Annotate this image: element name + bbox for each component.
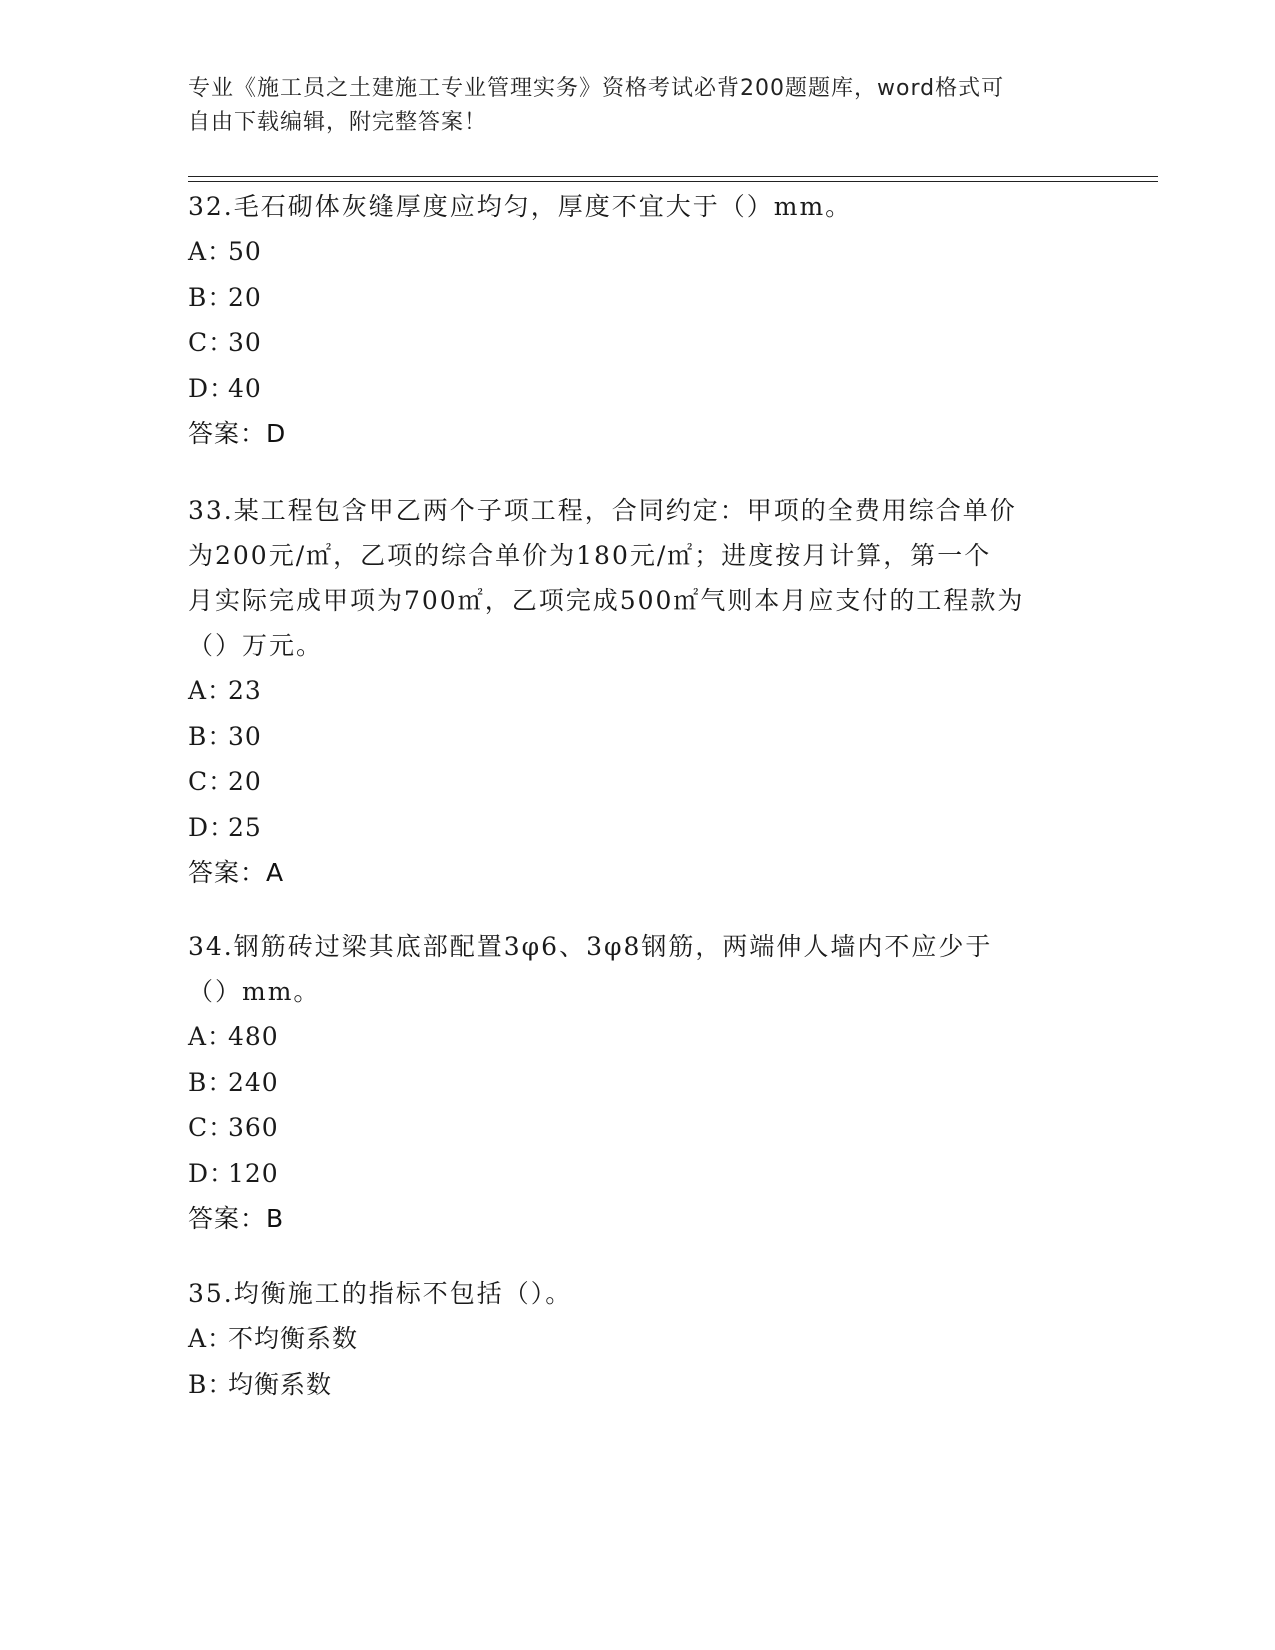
option-label: C： xyxy=(188,328,235,357)
option-text: 20 xyxy=(228,282,262,312)
option-a xyxy=(188,1316,1088,1362)
option-d xyxy=(188,805,1088,851)
option-text: 25 xyxy=(228,812,262,842)
option-label: B： xyxy=(188,1067,234,1097)
option-text: 均衡系数 xyxy=(228,1369,333,1399)
question-33 xyxy=(188,488,1088,895)
question-text-line: 为200元/㎡，乙项的综合单价为180元/㎡；进度按月计算，第一个 xyxy=(188,541,992,570)
option-text: 360 xyxy=(228,1113,279,1142)
option-label: D： xyxy=(188,1158,236,1188)
option-text: 120 xyxy=(228,1158,279,1188)
answer-line: 答案：A xyxy=(188,858,285,887)
question-text-line: 35.均衡施工的指标不包括（）。 xyxy=(188,1279,573,1308)
option-text: 480 xyxy=(228,1022,279,1051)
option-label: A： xyxy=(188,1022,234,1051)
option-c xyxy=(188,759,1088,805)
option-c xyxy=(188,320,1088,366)
option-text: 30 xyxy=(228,721,262,751)
question-32 xyxy=(188,184,1088,456)
option-label: A： xyxy=(188,1324,234,1353)
option-text: 50 xyxy=(228,237,262,266)
option-text: 40 xyxy=(228,373,262,403)
option-text: 20 xyxy=(228,767,262,796)
answer-line: 答案：D xyxy=(188,419,287,448)
option-b xyxy=(188,1060,1088,1106)
question-text-line: 32.毛石砌体灰缝厚度应均匀，厚度不宜大于（）mm。 xyxy=(188,192,853,221)
option-label: A： xyxy=(188,676,234,705)
question-text-line: 34.钢筋砖过梁其底部配置3φ6、3φ8钢筋，两端伸人墙内不应少于 xyxy=(188,932,993,961)
header-line-1: 专业《施工员之土建施工专业管理实务》资格考试必背200题题库，word格式可 xyxy=(188,76,1005,101)
question-text-line: （）万元。 xyxy=(188,631,324,660)
option-label: C： xyxy=(188,767,235,796)
option-text: 240 xyxy=(228,1067,279,1097)
option-text: 不均衡系数 xyxy=(228,1324,359,1353)
option-b xyxy=(188,1362,1088,1408)
option-text: 23 xyxy=(228,676,262,705)
option-label: D： xyxy=(188,373,236,403)
option-label: D： xyxy=(188,812,236,842)
option-d xyxy=(188,1151,1088,1197)
header-line-2: 自由下载编辑，附完整答案！ xyxy=(188,110,488,135)
option-label: B： xyxy=(188,282,234,312)
option-label: B： xyxy=(188,721,234,751)
option-label: A： xyxy=(188,237,234,266)
option-b xyxy=(188,714,1088,760)
option-label: B： xyxy=(188,1369,234,1399)
question-34 xyxy=(188,924,1088,1241)
question-text-line: 33.某工程包含甲乙两个子项工程，合同约定：甲项的全费用综合单价 xyxy=(188,496,1017,525)
option-text: 30 xyxy=(228,328,262,357)
question-text-line: （）mm。 xyxy=(188,977,321,1006)
header-divider-bottom xyxy=(188,181,1158,182)
question-35 xyxy=(188,1271,1088,1407)
option-a xyxy=(188,668,1088,714)
option-a xyxy=(188,1014,1088,1060)
option-d xyxy=(188,366,1088,412)
document-header xyxy=(188,72,1078,140)
option-a xyxy=(188,229,1088,275)
option-b xyxy=(188,275,1088,321)
header-divider-top xyxy=(188,176,1158,177)
answer-line: 答案：B xyxy=(188,1204,285,1233)
option-c xyxy=(188,1105,1088,1151)
option-label: C： xyxy=(188,1113,235,1142)
question-text-line: 月实际完成甲项为700㎡，乙项完成500㎡气则本月应支付的工程款为 xyxy=(188,586,1025,615)
